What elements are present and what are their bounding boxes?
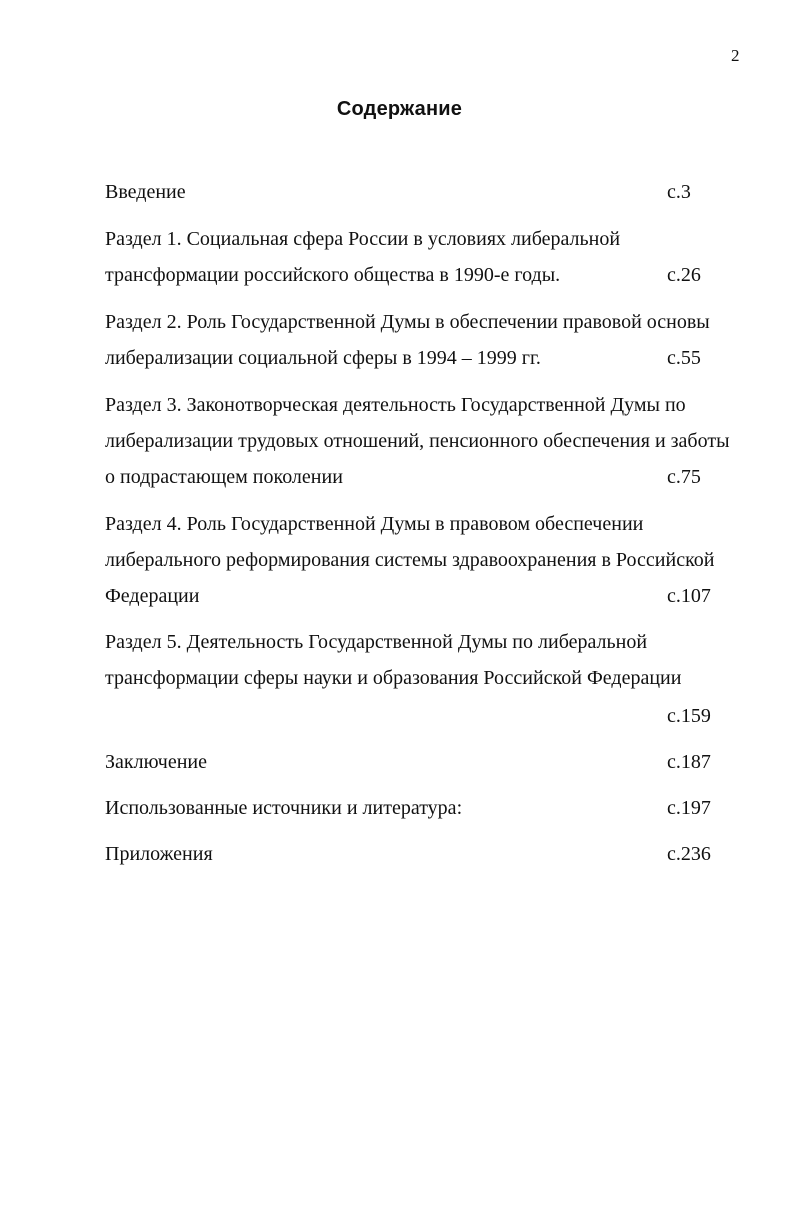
page-title: Содержание <box>336 98 463 120</box>
toc-entry-page: с.187 <box>667 751 711 773</box>
toc-entry-line: Раздел 3. Законотворческая деятельность Государственной Думы по <box>105 394 686 416</box>
toc-entry-title: Заключение <box>105 751 207 773</box>
toc-entry-page: с.55 <box>667 347 701 369</box>
toc-entry-title: Использованные источники и литература: <box>105 797 463 819</box>
toc-entry-line: трансформации сферы науки и образования Российской Федерации <box>105 667 682 689</box>
page-number: 2 <box>731 46 740 65</box>
toc-entry-line: трансформации российского общества в 1990-е годы. <box>105 264 561 286</box>
toc-entry-line: Раздел 2. Роль Государственной Думы в обеспечении правовой основы <box>105 311 710 333</box>
toc-entry-page: с.3 <box>667 181 691 203</box>
toc-entry-page: с.197 <box>667 797 711 819</box>
toc-entry-line: Федерации <box>105 585 200 607</box>
toc-entry-page: с.75 <box>667 466 701 488</box>
toc-entry-line: либерального реформирования системы здравоохранения в Российской <box>105 549 715 571</box>
toc-entry-page: с.26 <box>667 264 701 286</box>
toc-entry-line: Раздел 5. Деятельность Государственной Думы по либеральной <box>105 631 648 653</box>
toc-entry-page: с.236 <box>667 843 711 865</box>
toc-entry-line: Раздел 1. Социальная сфера России в условиях либеральной <box>105 228 621 250</box>
toc-entry-line: Раздел 4. Роль Государственной Думы в правовом обеспечении <box>105 513 644 535</box>
toc-entry-line: либерализации трудовых отношений, пенсионного обеспечения и заботы <box>105 430 730 452</box>
toc-entry-line: либерализации социальной сферы в 1994 – 1999 гг. <box>105 347 541 369</box>
toc-entry-title: Введение <box>105 181 186 203</box>
toc-entry-page: с.159 <box>667 705 711 727</box>
toc-entry-page: с.107 <box>667 585 711 607</box>
toc-entry-line: о подрастающем поколении <box>105 466 343 488</box>
toc-entry-title: Приложения <box>105 843 213 865</box>
